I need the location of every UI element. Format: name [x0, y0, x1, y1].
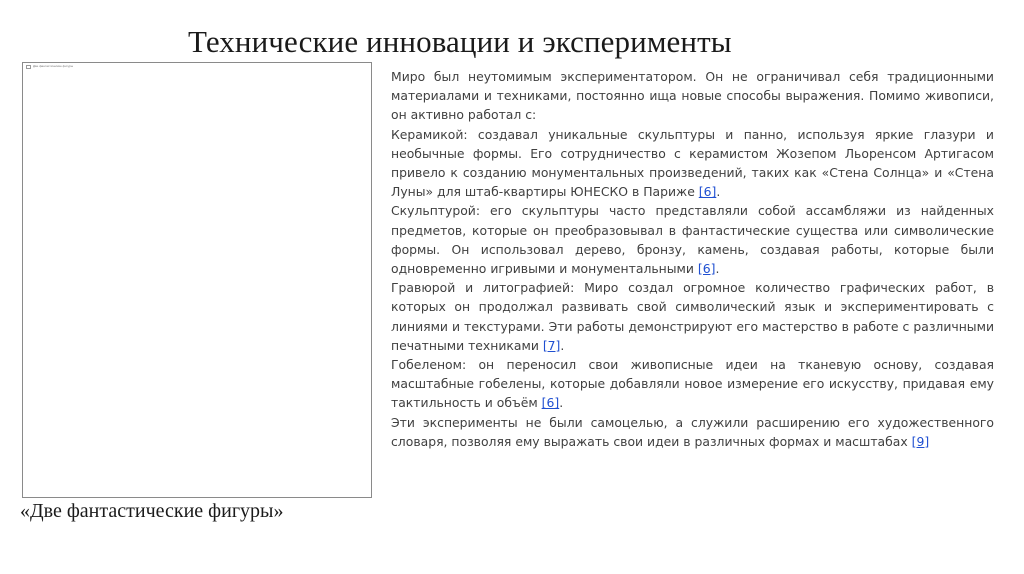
image-alt-text: Две фантастические фигуры — [33, 64, 74, 68]
paragraph-ceramics — [391, 125, 994, 202]
citation-link[interactable]: [9] — [911, 433, 930, 449]
broken-image-icon — [26, 65, 31, 69]
paragraph-text: Гобеленом: он переносил свои живописные идеи на тканевую основу, создавая масштабные гобелены, которые добавляли новое измерение его искусству, придавая ему тактильность и объём — [391, 357, 994, 411]
citation-link[interactable]: [6] — [698, 184, 717, 200]
paragraph-conclusion — [391, 413, 994, 451]
paragraph-text: Гравюрой и литографией: Миро создал огромное количество графических работ, в которых он продолжал развивать свой символический язык и экспериментировать с линиями и текстурами. Эти работы демонстрируют его мастерство в работе с различными печатными техниками — [391, 280, 994, 353]
artwork-image — [22, 62, 372, 498]
citation-link[interactable]: [7] — [542, 337, 561, 353]
paragraph-tail: . — [559, 395, 564, 411]
paragraph-text: Скульптурой: его скульптуры часто представляли собой ассамбляжи из найденных предметов, которые он преобразовывал в фантастические существа или символические формы. Он использовал дерево, бронзу, камень, создавая работы, которые были одновременно игривыми и монументальными — [391, 203, 994, 277]
paragraph-intro — [391, 67, 994, 125]
image-caption: «Две фантастические фигуры» — [20, 500, 284, 522]
paragraph-text: Эти эксперименты не были самоцелью, а служили расширению его художественного словаря, позволяя ему выражать свои идеи в различных формах и масштабах — [391, 414, 994, 449]
paragraph-text: Керамикой: создавал уникальные скульптуры и панно, используя яркие глазури и необычные формы. Его сотрудничество с керамистом Жозепом Льоренсом Артигасом привело к созданию монументальных произведений, таких как «Стена Солнца» и «Стена Луны» для штаб-квартиры ЮНЕСКО в Париже — [391, 126, 994, 200]
citation-link[interactable]: [6] — [541, 395, 560, 411]
paragraph-tail: . — [716, 184, 721, 200]
paragraph-printmaking — [391, 278, 994, 355]
slide-title: Технические инновации и эксперименты — [188, 24, 732, 59]
paragraph-text: Миро был неутомимым экспериментатором. Он не ограничивал себя традиционными материалами и техниками, постоянно ища новые способы выражения. Помимо живописи, он активно работал с: — [391, 69, 994, 123]
article-body — [391, 67, 994, 451]
paragraph-sculpture — [391, 201, 994, 278]
citation-link[interactable]: [6] — [697, 261, 716, 277]
paragraph-tail: . — [560, 337, 565, 353]
paragraph-tapestry — [391, 355, 994, 413]
paragraph-tail: . — [715, 261, 720, 277]
